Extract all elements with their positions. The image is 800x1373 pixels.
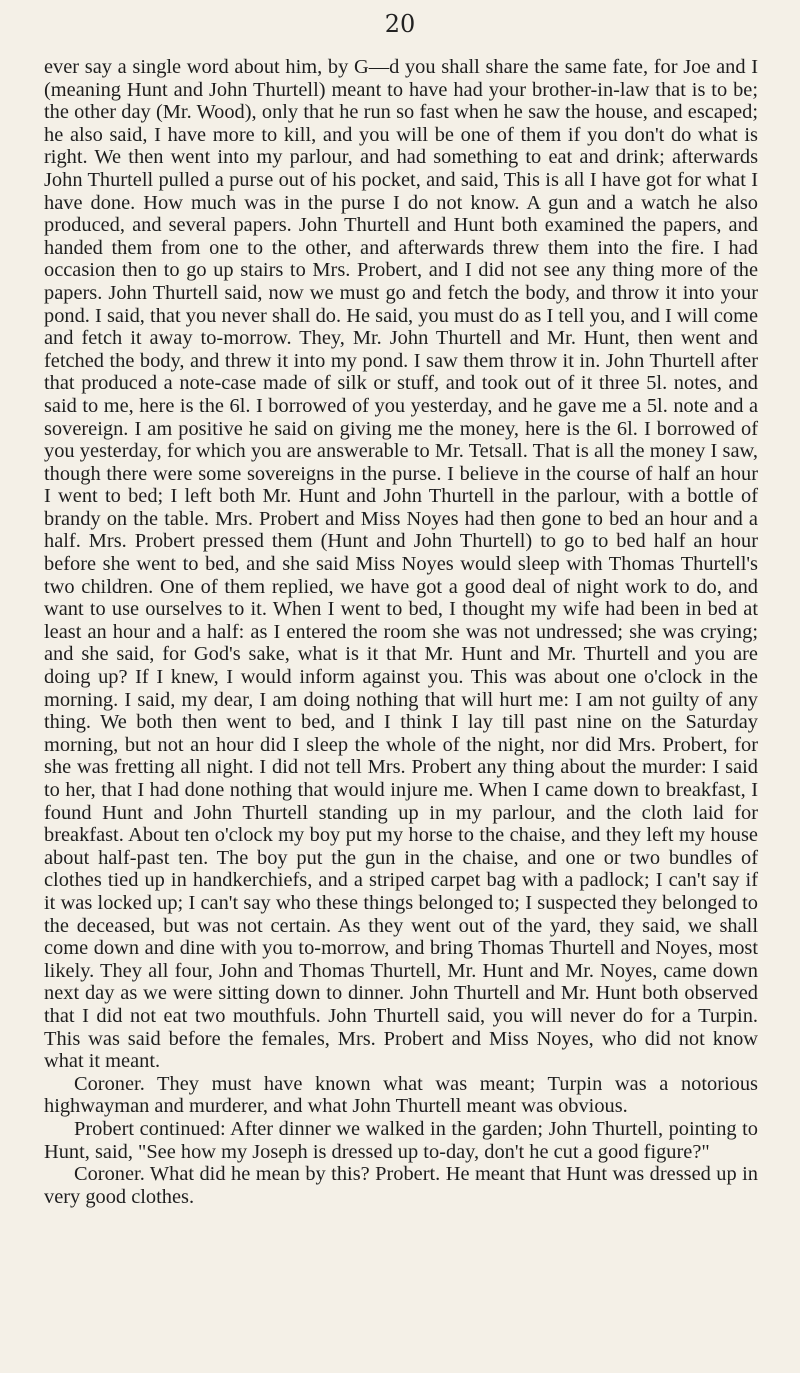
paragraph-probert-continued: Probert continued: After dinner we walked in the garden; John Thurtell, pointing to Hunt, said, "See how my Joseph is dressed up to-day, don't he cut a good figure?": [44, 1117, 758, 1163]
page-number: 20: [384, 10, 416, 38]
paragraph-coroner-remark: Coroner. They must have known what was meant; Turpin was a notorious highwayman and murderer, and what John Thurtell meant was obvious.: [44, 1072, 758, 1118]
paragraph-coroner-question: Coroner. What did he mean by this? Probert. He meant that Hunt was dressed up in very good clothes.: [44, 1163, 758, 1208]
paragraph-testimony: ever say a single word about him, by G—d you shall share the same fate, for Joe and I (meaning Hunt and John Thurtell) meant to have had your brother-in-law that is to be; the other day (Mr. Wood), only that he run so fast when he saw the house, and escaped; he also said, I have more to kill, and you will be one of them if you don't do what is right. We then went into my parlour, and had something to eat and drink; afterwards John Thurtell pulled a purse out of his pocket, and said, This is all I have got for what I have done. How much was in the purse I do not know. A gun and a watch he also produced, and several papers. John Thurtell and Hunt both examined the papers, and handed them from one to the other, and afterwards threw them into the fire. I had occasion then to go up stairs to Mrs. Probert, and I did not see any thing more of the papers. John Thurtell said, now we must go and fetch the body, and throw it into your pond. I said, that you never shall do. He said, you must do as I tell you, and I will come and fetch it away to-morrow. They, Mr. John Thurtell and Mr. Hunt, then went and fetched the body, and threw it into my pond. I saw them throw it in. John Thurtell after that produced a note-case made of silk or stuff, and took out of it three 5l. notes, and said to me, here is the 6l. I borrowed of you yesterday, and he gave me a 5l. note and a sovereign. I am positive he said on giving me the money, here is the 6l. I borrowed of you yesterday, for which you are answerable to Mr. Tetsall. That is all the money I saw, though there were some sovereigns in the purse. I believe in the course of half an hour I went to bed; I left both Mr. Hunt and John Thurtell in the parlour, with a bottle of brandy on the table. Mrs. Probert and Miss Noyes had then gone to bed an hour and a half. Mrs. Probert pressed them (Hunt and John Thurtell) to go to bed half an hour before she went to bed, and she said Miss Noyes would sleep with Thomas Thurtell's two children. One of them replied, we have got a good deal of night work to do, and want to use ourselves to it. When I went to bed, I thought my wife had been in bed at least an hour and a half: as I entered the room she was not undressed; she was crying; and she said, for God's sake, what is it that Mr. Hunt and Mr. Thurtell and you are doing up? If I knew, I would inform against you. This was about one o'clock in the morning. I said, my dear, I am doing nothing that will hurt me: I am not guilty of any thing. We both then went to bed, and I think I lay till past nine on the Saturday morning, but not an hour did I sleep the whole of the night, nor did Mrs. Probert, for she was fretting all night. I did not tell Mrs. Probert any thing about the murder: I said to her, that I had done nothing that would injure me. When I came down to breakfast, I found Hunt and John Thurtell standing up in my parlour, and the cloth laid for breakfast. About ten o'clock my boy put my horse to the chaise, and they left my house about half-past ten. The boy put the gun in the chaise, and one or two bundles of clothes tied up in handkerchiefs, and a striped carpet bag with a padlock; I can't say if it was locked up; I can't say who these things belonged to; I suspected they belonged to the deceased, but was not certain. As they went out of the yard, they said, we shall come down and dine with you to-morrow, and bring Thomas Thurtell and Noyes, most likely. They all four, John and Thomas Thurtell, Mr. Hunt and Mr. Noyes, came down next day as we were sitting down to dinner. John Thurtell and Mr. Hunt both observed that I did not eat two mouthfuls. John Thurtell said, you will never do for a Turpin. This was said before the females, Mrs. Probert and Miss Noyes, who did not know what it meant.: [44, 56, 758, 1073]
body-text: [44, 56, 758, 1208]
